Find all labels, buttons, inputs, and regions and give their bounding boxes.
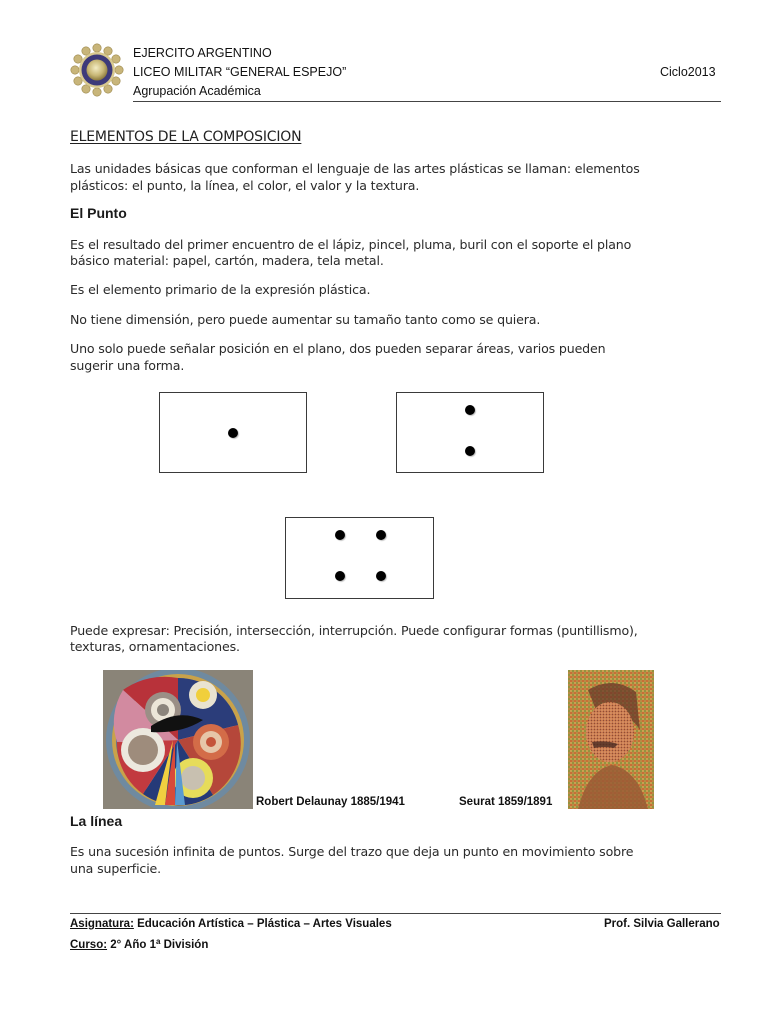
footer-teacher: Prof. Silvia Gallerano — [604, 918, 720, 930]
diagram-two-points — [396, 392, 544, 473]
section-heading-punto: El Punto — [70, 205, 127, 221]
footer-course — [70, 933, 208, 954]
linea-paragraph-1-line-1: Es una sucesión infinita de puntos. Surge del trazo que deja un punto en movimiento sobre — [70, 844, 634, 859]
punto-paragraph-1-line-1: Es el resultado del primer encuentro de el lápiz, pincel, pluma, buril con el soporte el plano — [70, 237, 632, 252]
header-cycle: Ciclo2013 — [660, 65, 716, 79]
punto-paragraph-2: Es el elemento primario de la expresión plástica. — [70, 282, 371, 297]
delaunay-painting-image — [103, 670, 253, 809]
point-dot — [376, 571, 386, 581]
punto-paragraph-4-line-2: sugerir una forma. — [70, 358, 185, 373]
point-dot — [335, 571, 345, 581]
point-dot — [465, 446, 475, 456]
linea-paragraph-1-line-2: una superficie. — [70, 861, 162, 876]
header-department: Agrupación Académica — [133, 84, 261, 98]
document-title: ELEMENTOS DE LA COMPOSICION — [70, 129, 302, 145]
point-dot — [465, 405, 475, 415]
institution-emblem-icon — [70, 43, 124, 97]
footer-subject-label: Asignatura: — [70, 918, 134, 930]
section-heading-linea: La línea — [70, 813, 123, 829]
punto-paragraph-5-line-2: texturas, ornamentaciones. — [70, 639, 240, 654]
delaunay-caption: Robert Delaunay 1885/1941 — [256, 796, 405, 808]
intro-line-2: plásticos: el punto, la línea, el color, el valor y la textura. — [70, 178, 420, 193]
footer-course-sup: a — [155, 937, 161, 946]
punto-paragraph-5-line-1: Puede expresar: Precisión, intersección, interrupción. Puede configurar formas (puntillismo), — [70, 623, 638, 638]
header-org-name: EJERCITO ARGENTINO — [133, 46, 272, 60]
seurat-painting-image — [568, 670, 654, 809]
diagram-four-points — [285, 517, 434, 599]
point-dot — [376, 530, 386, 540]
seurat-caption: Seurat 1859/1891 — [459, 796, 553, 808]
footer-course-label: Curso: — [70, 939, 108, 951]
intro-line-1: Las unidades básicas que conforman el lenguaje de las artes plásticas se llaman: elementos — [70, 161, 640, 176]
point-dot — [335, 530, 345, 540]
footer-course-value: 2° Año 1 — [107, 939, 156, 951]
punto-paragraph-1-line-2: básico material: papel, cartón, madera, tela metal. — [70, 253, 384, 268]
punto-paragraph-3: No tiene dimensión, pero puede aumentar su tamaño tanto como se quiera. — [70, 312, 541, 327]
footer-subject-value: Educación Artística – Plástica – Artes Visuales — [133, 918, 392, 930]
header-divider — [133, 101, 721, 102]
footer-divider — [70, 913, 721, 914]
diagram-one-point — [159, 392, 307, 473]
header-school-name: LICEO MILITAR “GENERAL ESPEJO” — [133, 65, 347, 79]
punto-paragraph-4-line-1: Uno solo puede señalar posición en el plano, dos pueden separar áreas, varios pueden — [70, 341, 606, 356]
footer-subject — [70, 916, 392, 933]
footer-course-division: División — [160, 939, 209, 951]
point-dot — [228, 428, 238, 438]
